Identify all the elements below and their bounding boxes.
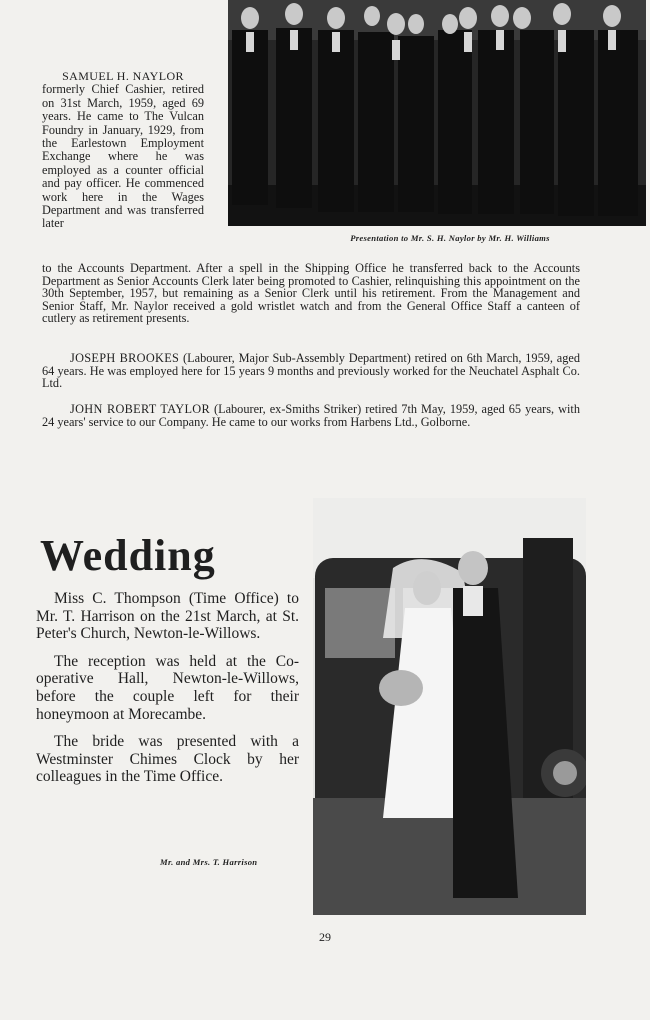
wedding-photo-illustration [313,498,586,915]
wedding-couple-photo [313,498,586,915]
group-photo-illustration [228,0,646,226]
wedding-article-column [36,590,299,796]
page-number: 29 [319,930,331,944]
brookes-paragraph [42,352,580,390]
taylor-paragraph [42,403,580,428]
brookes-text: (Labourer, Major Sub-Assembly Department) retired on 6th March, 1959, aged 64 years. He was employed here for 15 years 9 months and previously worked for the Neuchatel Asphalt Co. Ltd. [42,351,580,391]
group-photo-caption: Presentation to Mr. S. H. Naylor by Mr. H. Williams [350,233,550,243]
wedding-paragraph-3: The bride was presented with a Westminster Chimes Clock by her colleagues in the Time Office. [36,733,299,786]
wedding-paragraph-1: Miss C. Thompson (Time Office) to Mr. T. Harrison on the 21st March, at St. Peter's Church, Newton-le-Willows. [36,590,299,643]
naylor-column-text: formerly Chief Cashier, retired on 31st March, 1959, aged 69 years. He came to The Vulcan Foundry in January, 1929, from the Earlestown Employment Exchange where he was employed as a counter official and pay officer. He commenced work here in the Wages Department and was transferred later [42,82,204,231]
naylor-article-column [42,70,204,231]
taylor-name: JOHN ROBERT TAYLOR [70,402,210,416]
taylor-text: (Labourer, ex-Smiths Striker) retired 7th May, 1959, aged 65 years, with 24 years' service to our Company. He came to our works from Harbens Ltd., Golborne. [42,402,580,429]
wedding-heading: Wedding [40,531,216,580]
naylor-name: SAMUEL H. NAYLOR [62,69,184,83]
brookes-name: JOSEPH BROOKES [70,351,180,365]
wedding-paragraph-2: The reception was held at the Co-operative Hall, Newton-le-Willows, before the couple left for their honeymoon at Morecambe. [36,652,299,723]
naylor-article-continuation: to the Accounts Department. After a spell in the Shipping Office he transferred back to the Accounts Department as Senior Accounts Clerk later being promoted to Cashier, relinquishing this appointment on the 30th September, 1957, but remaining as a Senior Clerk until his retirement. From the Management and Senior Staff, Mr. Naylor received a gold wristlet watch and from the General Office Staff a canteen of cutlery as retirement presents. [42,261,580,326]
wedding-photo-caption: Mr. and Mrs. T. Harrison [160,857,258,867]
group-presentation-photo [228,0,646,226]
